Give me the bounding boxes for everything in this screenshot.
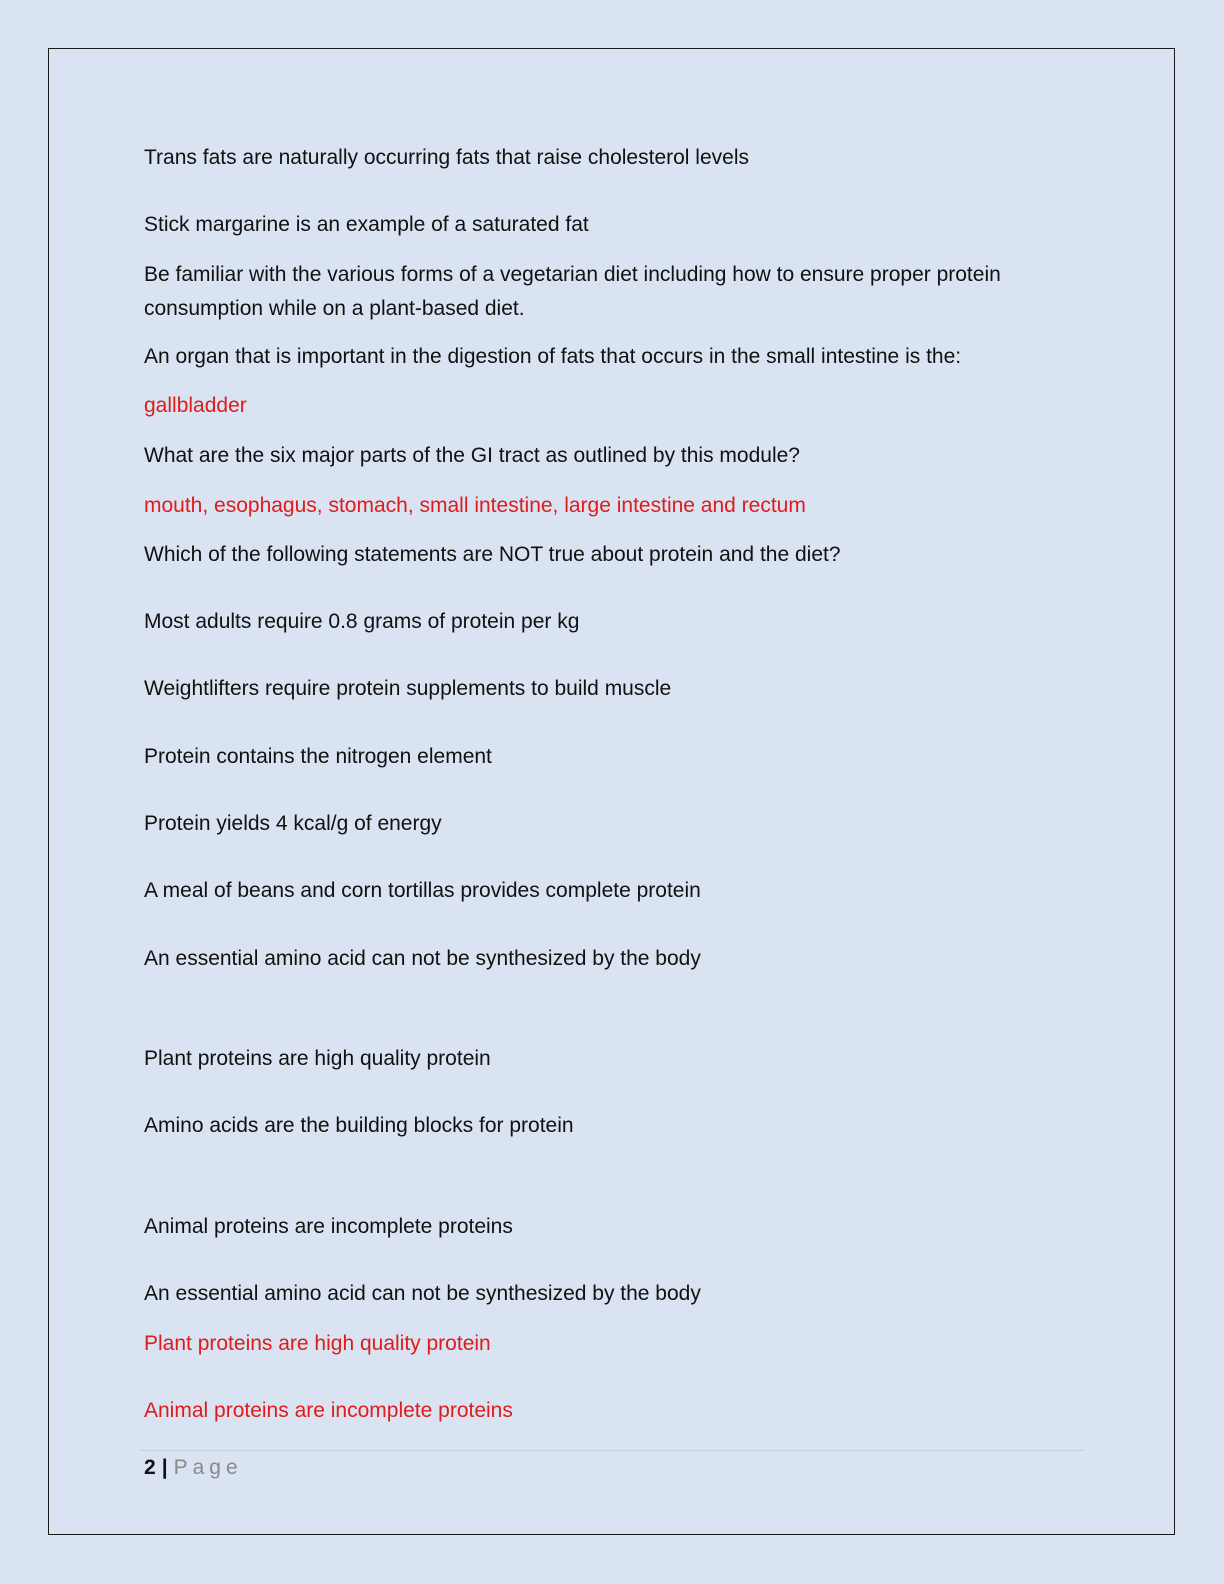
option-protein-per-kg: Most adults require 0.8 grams of protein per kg: [144, 610, 580, 633]
statement-stick-margarine: Stick margarine is an example of a saturated fat: [144, 213, 589, 236]
page-footer: [144, 1453, 243, 1483]
statement-trans-fats: Trans fats are naturally occurring fats that raise cholesterol levels: [144, 146, 749, 169]
option-protein-energy: Protein yields 4 kcal/g of energy: [144, 812, 442, 835]
question-protein-not-true: Which of the following statements are NOT true about protein and the diet?: [144, 543, 841, 566]
option-nitrogen-element: Protein contains the nitrogen element: [144, 745, 492, 768]
footer-separator: |: [161, 1456, 168, 1479]
answer-gi-tract-parts: mouth, esophagus, stomach, small intestine, large intestine and rectum: [144, 494, 806, 517]
answer-gallbladder: gallbladder: [144, 394, 247, 417]
option-essential-amino-acid: An essential amino acid can not be synthesized by the body: [144, 947, 701, 970]
question-gi-tract-parts: What are the six major parts of the GI tract as outlined by this module?: [144, 444, 800, 467]
page-label: Page: [173, 1456, 243, 1479]
footer-divider: [140, 1450, 1084, 1451]
question-fat-digestion-organ: An organ that is important in the digestion of fats that occurs in the small intestine is the:: [144, 345, 962, 368]
page-number: 2: [144, 1456, 156, 1479]
option-plant-proteins: Plant proteins are high quality protein: [144, 1047, 491, 1070]
answer-animal-proteins: Animal proteins are incomplete proteins: [144, 1399, 513, 1422]
statement-vegetarian-diet: Be familiar with the various forms of a vegetarian diet including how to ensure proper protein consumption while on a plant-based diet.: [144, 263, 1001, 320]
option-animal-proteins: Animal proteins are incomplete proteins: [144, 1215, 513, 1238]
option-beans-corn-tortillas: A meal of beans and corn tortillas provides complete protein: [144, 879, 701, 902]
answer-plant-proteins: Plant proteins are high quality protein: [144, 1332, 491, 1355]
option-amino-building-blocks: Amino acids are the building blocks for protein: [144, 1114, 574, 1137]
option-weightlifters-supplements: Weightlifters require protein supplements to build muscle: [144, 677, 672, 700]
option-essential-amino-acid-repeat: An essential amino acid can not be synthesized by the body: [144, 1282, 701, 1305]
